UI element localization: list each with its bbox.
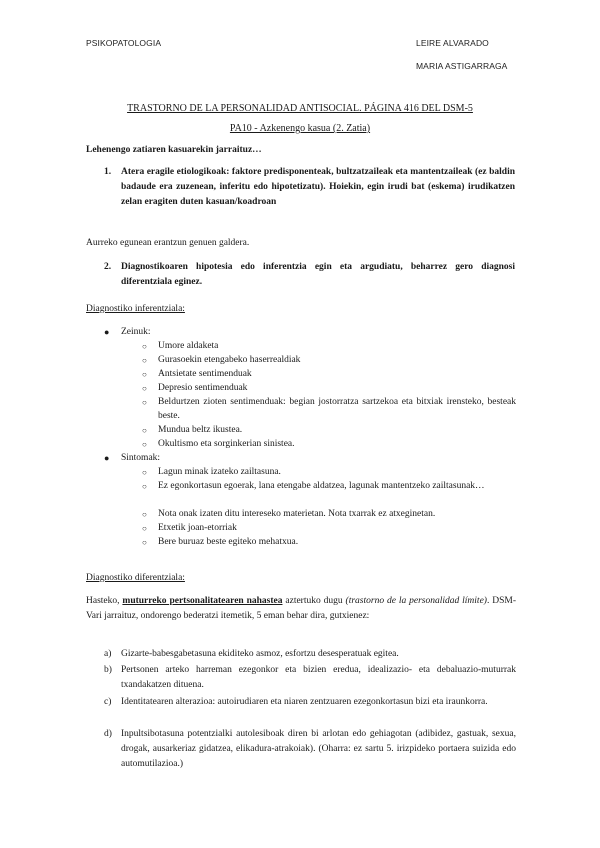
list-item-text: Ez egonkortasun egoerak, lana etengabe aldatzea, lagunak mantentzeko zailtasunak… <box>158 481 485 491</box>
question-1-text: Atera eragile etiologikoak: faktore predisponenteak, bultzatzaileak eta mantentzaileak (ez baldin badaude era zuzenean, inferitu edo hipotetizatu). Hoiekin, egin irudi bat (eskema) irudikatzen zelan eragiten duten kasuan/koadroan <box>121 167 515 207</box>
list-item <box>104 479 516 507</box>
criteria-letter: a) <box>104 649 112 659</box>
header-course: PSIKOPATOLOGIA <box>86 38 162 48</box>
list-item <box>104 647 516 663</box>
criteria-text: Inpultsibotasuna potentzialki autolesiboak diren bi arlotan edo gehiagotan (adibidez, gastuak, sexua, drogak, ausarkeriaz gidatzea, elikadura-atrakoiak). (Oharra: ez sartu 5. irizpideko portaera suizida edo automutilazioa.) <box>121 729 516 769</box>
question-2-number: 2. <box>104 262 112 272</box>
list-item <box>104 437 516 451</box>
list-item <box>104 381 516 395</box>
circle-bullet-icon: ○ <box>142 342 147 351</box>
list-item-text: Etxetik joan-etorriak <box>158 523 237 533</box>
circle-bullet-icon: ○ <box>142 468 147 477</box>
intro-line: Lehenengo zatiaren kasuarekin jarraituz… <box>86 145 262 155</box>
question-2-text: Diagnostikoaren hipotesia edo inferentzia egin eta argudiatu, beharrez gero diagnosi diferentziala eginez. <box>121 262 515 287</box>
question-1-answer: Aurreko egunean erantzun genuen galdera. <box>86 238 250 248</box>
criteria-letter: d) <box>104 729 112 739</box>
circle-bullet-icon: ○ <box>142 398 147 407</box>
intro-mid-text: aztertuko dugu <box>282 596 346 606</box>
list-item <box>104 727 516 772</box>
question-1-number: 1. <box>104 167 112 177</box>
list-item-text: Depresio sentimenduak <box>158 383 248 393</box>
list-item-text: Mundua beltz ikustea. <box>158 425 243 435</box>
list-item <box>104 663 516 695</box>
list-item-text: Lagun minak izateko zailtasuna. <box>158 467 281 477</box>
differential-heading: Diagnostiko diferentziala: <box>86 573 185 583</box>
circle-bullet-icon: ○ <box>142 356 147 365</box>
circle-bullet-icon: ○ <box>142 510 147 519</box>
list-item-text: Beldurtzen zioten sentimenduak: begian jostorratza sartzekoa eta bitxiak irensteko, besteak beste. <box>158 397 516 421</box>
page-subtitle: PA10 - Azkenengo kasua (2. Zatia) <box>229 123 371 134</box>
list-item <box>104 339 516 353</box>
group-label-signs: Zeinuk: <box>121 327 151 337</box>
inferential-list <box>104 325 516 549</box>
list-item-text: Bere buruaz beste egiteko mehatxua. <box>158 537 299 547</box>
header-author-2: MARIA ASTIGARRAGA <box>416 61 508 71</box>
circle-bullet-icon: ○ <box>142 370 147 379</box>
list-item <box>104 507 516 521</box>
list-item-text: Okultismo eta sorginkerian sinistea. <box>158 439 295 449</box>
list-item <box>104 395 516 423</box>
group-label-symptoms: Sintomak: <box>121 453 161 463</box>
circle-bullet-icon: ○ <box>142 426 147 435</box>
bullet-icon: ● <box>104 327 110 337</box>
header-author-1: LEIRE ALVARADO <box>416 38 489 48</box>
list-item-text: Antsietate sentimenduak <box>158 369 252 379</box>
list-item <box>104 451 516 465</box>
list-item <box>104 423 516 437</box>
circle-bullet-icon: ○ <box>142 440 147 449</box>
list-item <box>104 367 516 381</box>
criteria-text: Pertsonen arteko harreman ezegonkor eta bizien eredua, idealizazio- eta debaluazio-muturrak txandakatzen dituena. <box>121 665 516 690</box>
intro-end-text: . DSM-Vari jarraituz, ondorengo bederatzi itemetik, 5 eman behar dira, gutxienez: <box>86 596 516 621</box>
bullet-icon: ● <box>104 453 110 463</box>
list-item-text: Gurasoekin etengabeko haserrealdiak <box>158 355 301 365</box>
disorder-name: muturreko pertsonalitatearen nahastea <box>122 596 283 606</box>
list-item <box>104 521 516 535</box>
list-item <box>104 535 516 549</box>
page-title: TRASTORNO DE LA PERSONALIDAD ANTISOCIAL. PÁGINA 416 DEL DSM-5 <box>127 103 473 114</box>
differential-intro-paragraph <box>86 594 516 624</box>
circle-bullet-icon: ○ <box>142 538 147 547</box>
circle-bullet-icon: ○ <box>142 482 147 491</box>
list-item-text: Umore aldaketa <box>158 341 219 351</box>
criteria-list <box>104 647 516 772</box>
list-item <box>104 695 516 727</box>
criteria-letter: b) <box>104 665 112 675</box>
criteria-text: Gizarte-babesgabetasuna ekiditeko asmoz, esfortzu desesperatuak egitea. <box>121 649 399 659</box>
inferential-heading: Diagnostiko inferentziala: <box>86 304 185 314</box>
circle-bullet-icon: ○ <box>142 384 147 393</box>
criteria-letter: c) <box>104 697 112 707</box>
list-item <box>104 465 516 479</box>
disorder-spanish-name: (trastorno de la personalidad límite) <box>345 596 487 606</box>
criteria-text: Identitatearen alterazioa: autoirudiaren eta niaren zentzuaren ezegonkortasun bizi eta iraunkorra. <box>121 697 488 707</box>
list-item <box>104 353 516 367</box>
list-item <box>104 325 516 339</box>
intro-start-text: Hasteko, <box>86 596 123 606</box>
list-item-text: Nota onak izaten ditu intereseko materietan. Nota txarrak ez atxeginetan. <box>158 509 436 519</box>
circle-bullet-icon: ○ <box>142 524 147 533</box>
